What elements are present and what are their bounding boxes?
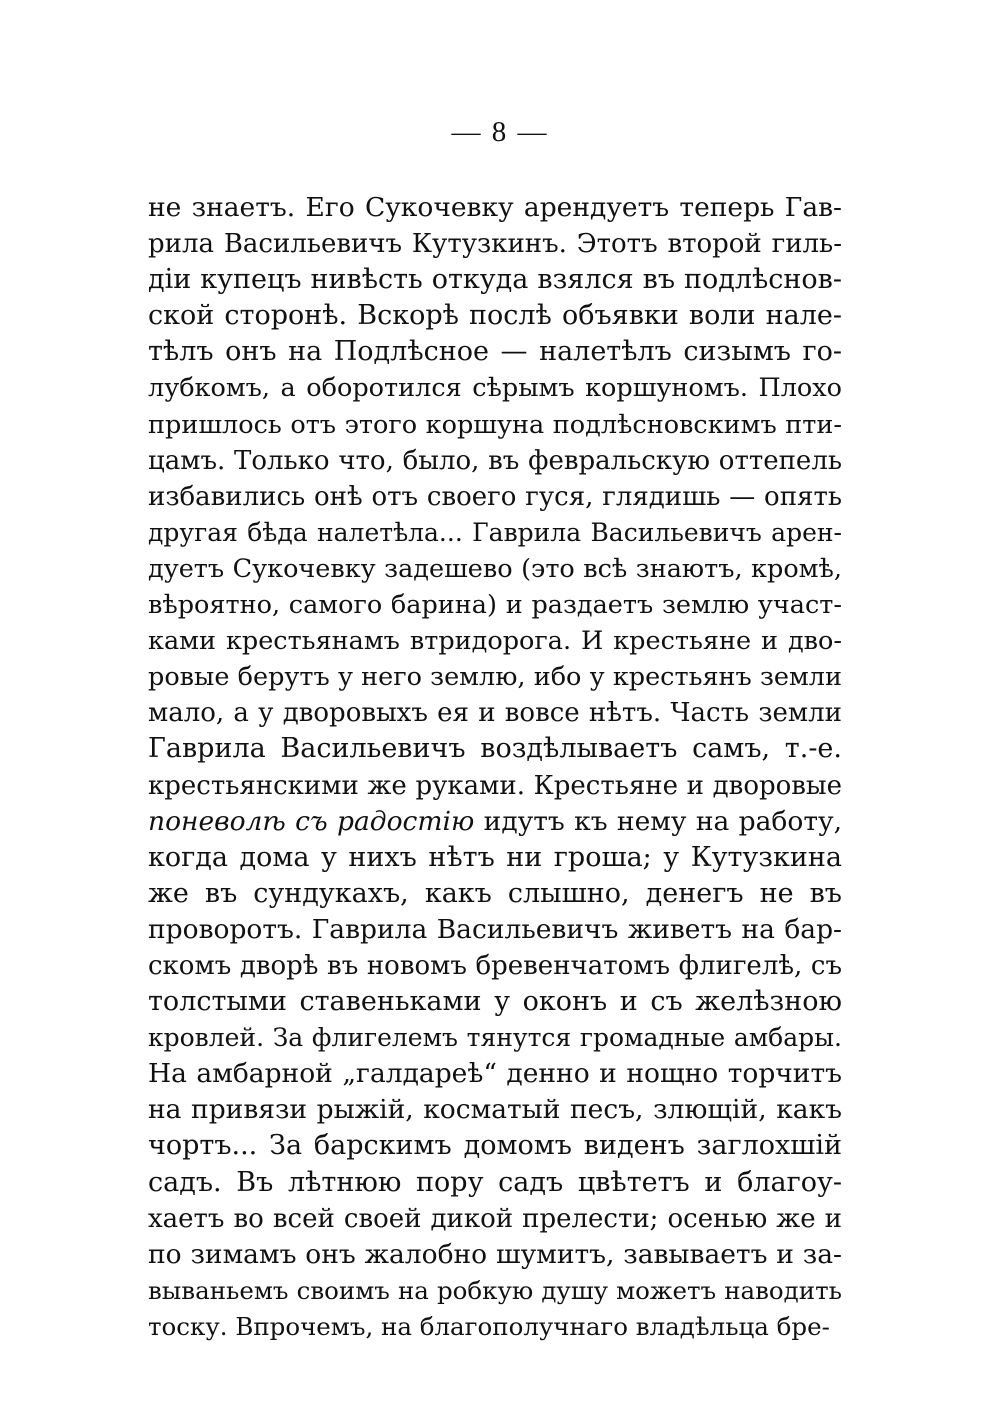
text-line: дуетъ Сукочевку задешево (это всѣ знаютъ, кромѣ, xyxy=(148,553,842,584)
italic-phrase: поневолѣ съ радостiю xyxy=(148,805,475,837)
text-line: цамъ. Только что, было, въ февральскую оттепель xyxy=(148,445,842,476)
text-line: лубкомъ, а оборотился сѣрымъ коршуномъ. Плохо xyxy=(148,373,842,404)
text-line-rest: идутъ къ нему на работу, xyxy=(474,805,842,837)
text-line: крестьянскими же руками. Крестьяне и дворовые xyxy=(148,770,842,801)
text-line: ками крестьянамъ втридорога. И крестьяне и дво- xyxy=(148,626,842,657)
text-line: чортъ... За барскимъ домомъ виденъ заглохшiй xyxy=(148,1130,842,1162)
text-line: садъ. Въ лѣтнюю пору садъ цвѣтетъ и благоу- xyxy=(148,1166,842,1198)
text-line: тѣлъ онъ на Подлѣсное — налетѣлъ сизымъ го- xyxy=(148,336,842,368)
text-line: Гаврила Васильевичъ воздѣлываетъ самъ, т.-е. xyxy=(148,733,842,765)
page-number: — 8 — xyxy=(451,116,549,148)
text-line: не знаетъ. Его Сукочевку арендуетъ теперь Гав- xyxy=(148,192,842,223)
text-line: на привязи рыжiй, косматый песъ, злющiй, какъ xyxy=(148,1094,842,1126)
text-line: тоску. Впрочемъ, на благополучнаго владѣльца бре- xyxy=(148,1311,830,1341)
text-line: другая бѣда налетѣла... Гаврила Васильевичъ арен- xyxy=(148,517,842,547)
text-line: по зимамъ онъ жалобно шумитъ, завываетъ и за- xyxy=(148,1238,842,1270)
text-line: толстыми ставеньками у оконъ и съ желѣзною xyxy=(148,986,842,1018)
text-line: вѣроятно, самого барина) и раздаетъ землю участ- xyxy=(148,590,842,621)
text-line: избавились онѣ отъ своего гуся, глядишь — опять xyxy=(148,481,842,512)
text-line: ровые берутъ у него землю, ибо у крестьянъ земли xyxy=(148,662,842,693)
text-line: проворотъ. Гаврила Васильевичъ живетъ на бар- xyxy=(148,913,842,945)
text-line: хаетъ во всей своей дикой прелести; осенью же и xyxy=(148,1203,842,1234)
text-line: когда дома у нихъ нѣтъ ни гроша; у Кутузкина xyxy=(148,841,842,873)
text-line: же въ сундукахъ, какъ слышно, денегъ не въ xyxy=(148,877,842,909)
text-line: мало, а у дворовыхъ ея и вовсе нѣтъ. Часть земли xyxy=(148,698,842,729)
text-line: ской сторонѣ. Вскорѣ послѣ объявки воли нале- xyxy=(148,300,842,332)
text-line: рила Васильевичъ Кутузкинъ. Этотъ второй гиль- xyxy=(148,229,842,260)
text-line: скомъ дворѣ въ новомъ бревенчатомъ флигелѣ, съ xyxy=(148,950,842,981)
text-line: вываньемъ своимъ на робкую душу можетъ наводить xyxy=(148,1275,842,1305)
body-text xyxy=(148,190,842,1345)
text-line: дiи купецъ нивѣсть откуда взялся въ подлѣснов- xyxy=(148,264,842,296)
text-line: пришлось отъ этого коршуна подлѣсновскимъ пти- xyxy=(148,409,842,440)
text-line: На амбарной „галдареѣ“ денно и нощно торчитъ xyxy=(148,1058,842,1090)
text-line: кровлей. За флигелемъ тянутся громадные амбары. xyxy=(148,1023,842,1053)
text-line-with-italic xyxy=(148,804,842,840)
